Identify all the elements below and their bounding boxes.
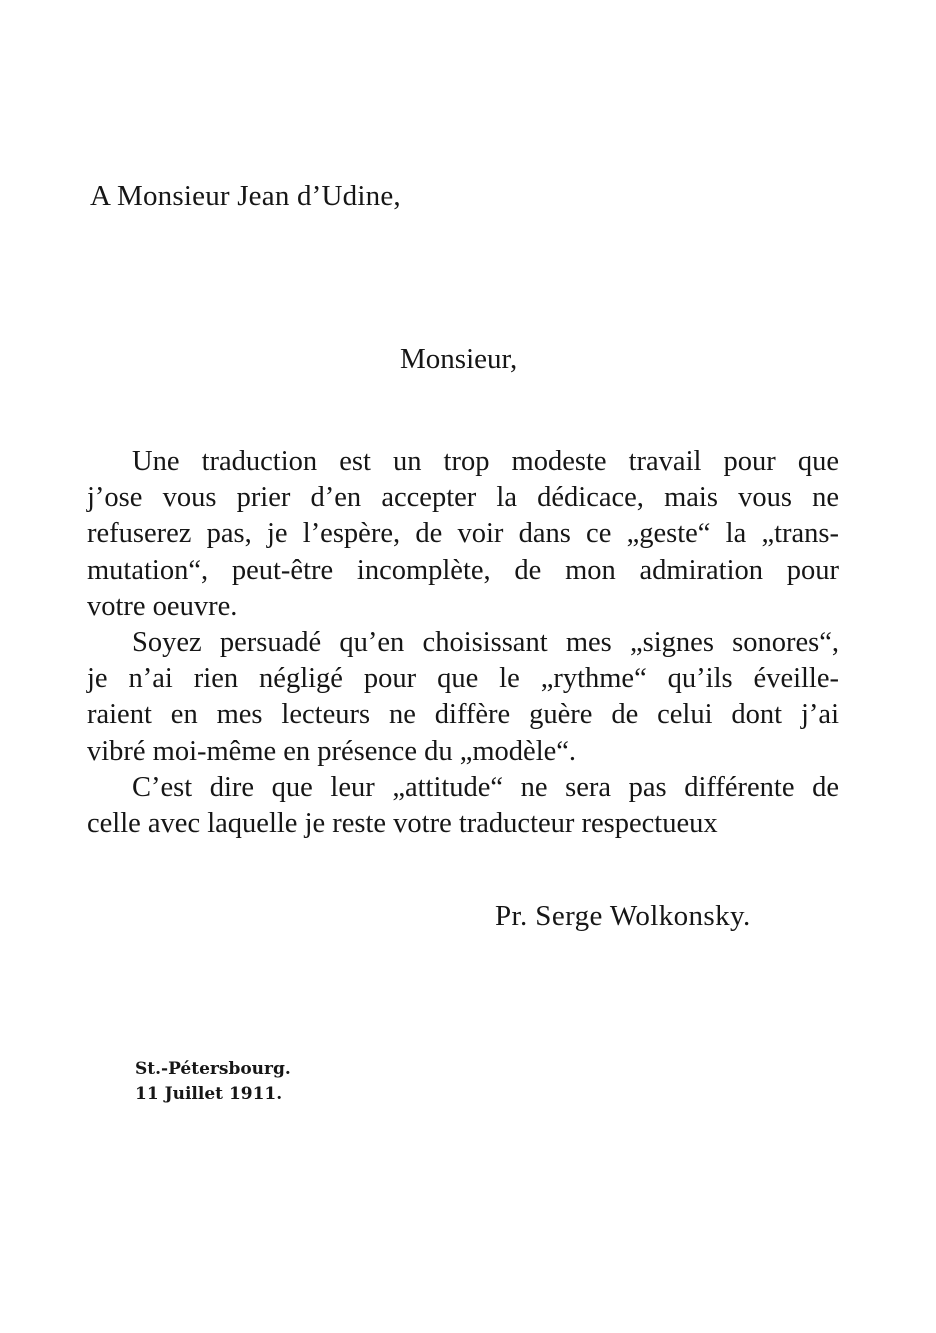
date: 11 Juillet 1911. [135, 1084, 283, 1104]
body-line: C’est dire que leur „attitude“ ne sera pas différente de [132, 771, 839, 803]
letter-body [87, 444, 839, 842]
body-line: votre oeuvre. [87, 590, 238, 622]
body-line: refuserez pas, je l’espère, de voir dans ce „geste“ la „trans- [87, 518, 839, 550]
place: St.-Pétersbourg. [135, 1059, 291, 1079]
body-line: mutation“, peut-être incomplète, de mon admiration pour [87, 554, 839, 586]
salutation: Monsieur, [400, 343, 518, 375]
body-line: j’ose vous prier d’en accepter la dédicace, mais vous ne [87, 482, 839, 514]
body-line: vibré moi-même en présence du „modèle“. [87, 735, 577, 767]
body-line: je n’ai rien négligé pour que le „rythme“ qu’ils éveille- [87, 663, 839, 695]
body-line: raient en mes lecteurs ne diffère guère de celui dont j’ai [87, 699, 839, 731]
body-line: Une traduction est un trop modeste travail pour que [132, 446, 839, 477]
body-line: Soyez persuadé qu’en choisissant mes „signes sonores“, [132, 626, 839, 658]
place-date-block [135, 1057, 291, 1107]
signature: Pr. Serge Wolkonsky. [495, 900, 751, 932]
addressee-line: A Monsieur Jean d’Udine, [90, 180, 401, 212]
body-line: celle avec laquelle je reste votre traducteur respectueux [87, 807, 718, 839]
